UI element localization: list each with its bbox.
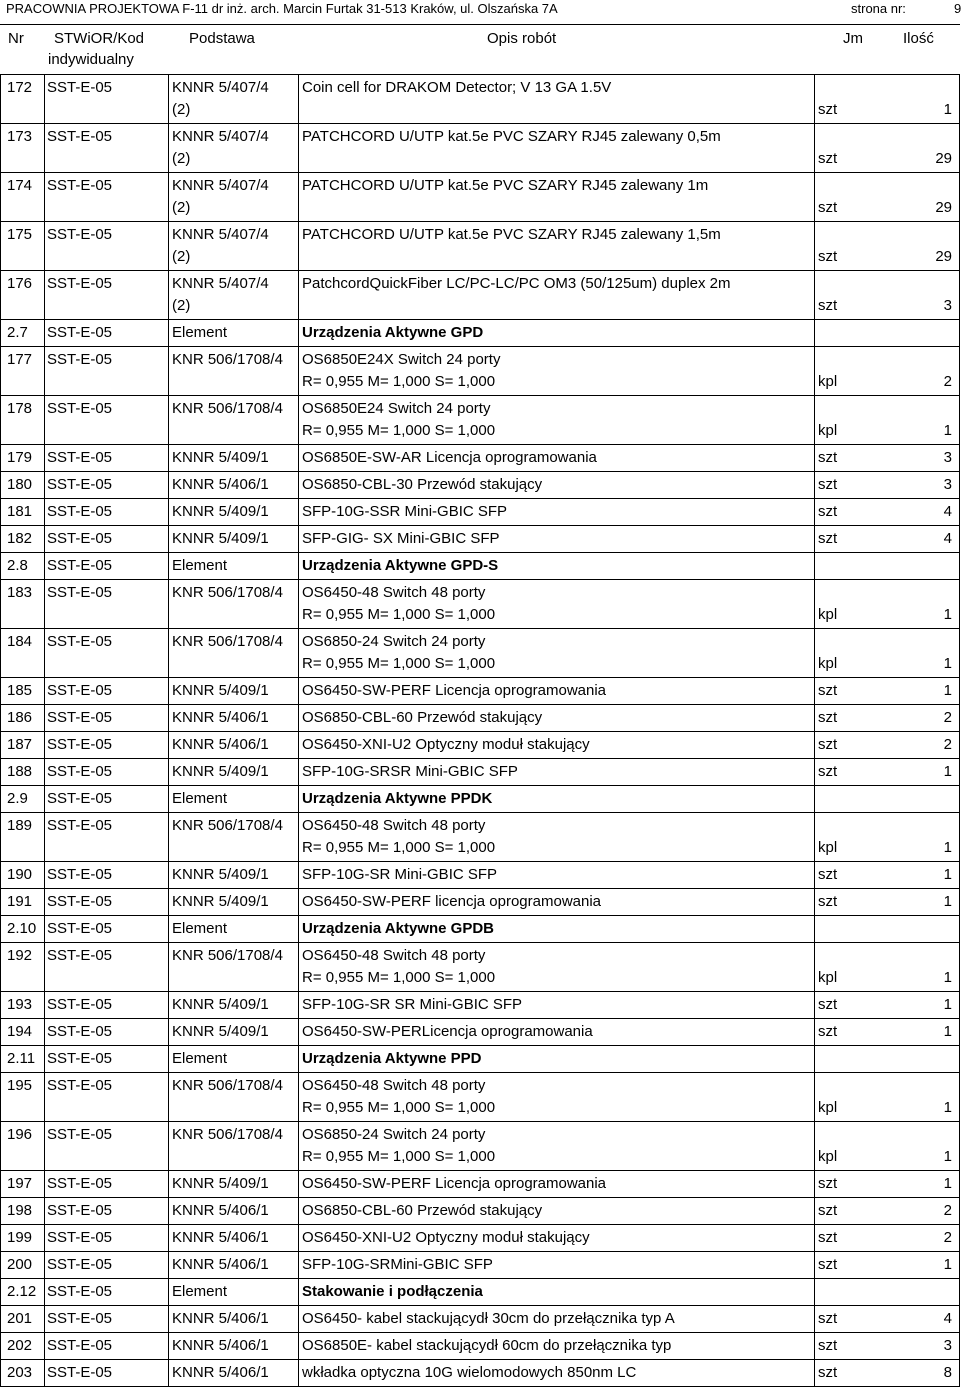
cell-kod: SST-E-05 bbox=[47, 1126, 113, 1143]
cell-jm: szt bbox=[818, 503, 838, 520]
table-row bbox=[0, 1359, 960, 1386]
cell-podstawa: KNNR 5/409/1 bbox=[172, 866, 269, 883]
page-label: strona nr: bbox=[851, 1, 906, 16]
cell-nr: 185 bbox=[7, 682, 33, 699]
cell-podstawa: (2) bbox=[172, 297, 191, 314]
cell-podstawa: KNNR 5/407/4 bbox=[172, 275, 269, 292]
cell-ilosc: 1 bbox=[943, 655, 952, 672]
cell-jm: szt bbox=[818, 763, 838, 780]
cell-opis: OS6850E-SW-AR Licencja oprogramowania bbox=[302, 449, 597, 466]
cell-ilosc: 1 bbox=[943, 1099, 952, 1116]
cell-jm: szt bbox=[818, 866, 838, 883]
cell-nr: 197 bbox=[7, 1175, 33, 1192]
cell-kod: SST-E-05 bbox=[47, 947, 113, 964]
cell-opis: OS6850-24 Switch 24 porty bbox=[302, 633, 486, 650]
cell-podstawa: Element bbox=[172, 1050, 228, 1067]
table-row bbox=[0, 395, 960, 444]
cell-opis: OS6450-48 Switch 48 porty bbox=[302, 584, 486, 601]
cell-opis: OS6850E24X Switch 24 porty bbox=[302, 351, 501, 368]
section-row bbox=[0, 915, 960, 942]
cell-kod: SST-E-05 bbox=[47, 1229, 113, 1246]
cell-podstawa: KNR 506/1708/4 bbox=[172, 817, 283, 834]
cell-kod: SST-E-05 bbox=[47, 1023, 113, 1040]
cell-jm: szt bbox=[818, 736, 838, 753]
table-row bbox=[0, 1305, 960, 1332]
table-row bbox=[0, 677, 960, 704]
cell-opis: Urządzenia Aktywne PPDK bbox=[302, 790, 493, 807]
cell-ilosc: 8 bbox=[943, 1364, 952, 1381]
cell-podstawa: KNNR 5/406/1 bbox=[172, 1310, 269, 1327]
table-row bbox=[0, 812, 960, 861]
cell-podstawa: KNR 506/1708/4 bbox=[172, 1077, 283, 1094]
cell-opis: SFP-10G-SRMini-GBIC SFP bbox=[302, 1256, 493, 1273]
cell-opis: Urządzenia Aktywne PPD bbox=[302, 1050, 482, 1067]
cell-ilosc: 29 bbox=[935, 248, 952, 265]
cell-jm: kpl bbox=[818, 1099, 838, 1116]
column-rule bbox=[298, 74, 299, 1387]
table-row bbox=[0, 1018, 960, 1045]
col-header-kod: STWiOR/Kod bbox=[54, 30, 145, 47]
cell-podstawa: KNNR 5/409/1 bbox=[172, 893, 269, 910]
cell-jm: szt bbox=[818, 1202, 838, 1219]
table-row bbox=[0, 444, 960, 471]
table-row bbox=[0, 704, 960, 731]
cell-kod: SST-E-05 bbox=[47, 530, 113, 547]
cell-opis: OS6850-CBL-60 Przewód stakujący bbox=[302, 709, 543, 726]
cell-jm: szt bbox=[818, 709, 838, 726]
cell-podstawa: KNNR 5/406/1 bbox=[172, 1337, 269, 1354]
cell-jm: kpl bbox=[818, 373, 838, 390]
cell-nr: 200 bbox=[7, 1256, 33, 1273]
cell-opis: OS6450-48 Switch 48 porty bbox=[302, 1077, 486, 1094]
table-row bbox=[0, 758, 960, 785]
cell-opis: Urządzenia Aktywne GPDB bbox=[302, 920, 494, 937]
cell-opis: Coin cell for DRAKOM Detector; V 13 GA 1.5V bbox=[302, 79, 612, 96]
cell-ilosc: 1 bbox=[943, 839, 952, 856]
cell-kod: SST-E-05 bbox=[47, 1310, 113, 1327]
cell-jm: szt bbox=[818, 1023, 838, 1040]
table-row bbox=[0, 221, 960, 270]
cell-kod: SST-E-05 bbox=[47, 1337, 113, 1354]
cell-kod: SST-E-05 bbox=[47, 1364, 113, 1381]
cell-podstawa: KNR 506/1708/4 bbox=[172, 947, 283, 964]
cell-opis: R= 0,955 M= 1,000 S= 1,000 bbox=[302, 373, 496, 390]
cell-ilosc: 2 bbox=[943, 1229, 952, 1246]
table-row bbox=[0, 1072, 960, 1121]
cell-ilosc: 3 bbox=[943, 449, 952, 466]
cell-jm: kpl bbox=[818, 839, 838, 856]
cell-kod: SST-E-05 bbox=[47, 503, 113, 520]
cell-opis: OS6850-24 Switch 24 porty bbox=[302, 1126, 486, 1143]
cell-ilosc: 1 bbox=[943, 101, 952, 118]
cell-jm: kpl bbox=[818, 422, 838, 439]
table-row bbox=[0, 346, 960, 395]
cell-nr: 177 bbox=[7, 351, 33, 368]
cell-podstawa: (2) bbox=[172, 199, 191, 216]
cell-jm: szt bbox=[818, 150, 838, 167]
cell-nr: 201 bbox=[7, 1310, 33, 1327]
cell-opis: R= 0,955 M= 1,000 S= 1,000 bbox=[302, 606, 496, 623]
table-row bbox=[0, 1170, 960, 1197]
cell-ilosc: 1 bbox=[943, 996, 952, 1013]
table-row bbox=[0, 628, 960, 677]
section-row bbox=[0, 1278, 960, 1305]
cell-podstawa: KNNR 5/407/4 bbox=[172, 79, 269, 96]
cell-kod: SST-E-05 bbox=[47, 633, 113, 650]
cell-kod: SST-E-05 bbox=[47, 736, 113, 753]
cell-kod: SST-E-05 bbox=[47, 177, 113, 194]
cell-ilosc: 3 bbox=[943, 297, 952, 314]
cell-ilosc: 1 bbox=[943, 866, 952, 883]
cell-podstawa: (2) bbox=[172, 150, 191, 167]
table-row bbox=[0, 172, 960, 221]
cell-nr: 2.9 bbox=[7, 790, 28, 807]
cell-kod: SST-E-05 bbox=[47, 584, 113, 601]
table-row bbox=[0, 888, 960, 915]
cell-kod: SST-E-05 bbox=[47, 1283, 113, 1300]
col-header-podstawa: Podstawa bbox=[189, 30, 255, 47]
cell-ilosc: 2 bbox=[943, 736, 952, 753]
column-rule bbox=[0, 74, 1, 1387]
cell-podstawa: KNNR 5/406/1 bbox=[172, 1364, 269, 1381]
cell-opis: R= 0,955 M= 1,000 S= 1,000 bbox=[302, 839, 496, 856]
cell-jm: szt bbox=[818, 476, 838, 493]
cell-kod: SST-E-05 bbox=[47, 400, 113, 417]
cell-nr: 183 bbox=[7, 584, 33, 601]
cell-podstawa: (2) bbox=[172, 101, 191, 118]
cell-podstawa: Element bbox=[172, 790, 228, 807]
cell-nr: 199 bbox=[7, 1229, 33, 1246]
table-row bbox=[0, 861, 960, 888]
cell-podstawa: KNR 506/1708/4 bbox=[172, 351, 283, 368]
cell-jm: szt bbox=[818, 248, 838, 265]
cell-nr: 181 bbox=[7, 503, 33, 520]
cell-nr: 184 bbox=[7, 633, 33, 650]
cell-nr: 190 bbox=[7, 866, 33, 883]
cell-kod: SST-E-05 bbox=[47, 763, 113, 780]
cell-jm: szt bbox=[818, 297, 838, 314]
section-row bbox=[0, 785, 960, 812]
table-row bbox=[0, 942, 960, 991]
table-row bbox=[0, 498, 960, 525]
table-row bbox=[0, 1251, 960, 1278]
cell-opis: OS6450-48 Switch 48 porty bbox=[302, 817, 486, 834]
cell-jm: szt bbox=[818, 199, 838, 216]
cell-kod: SST-E-05 bbox=[47, 128, 113, 145]
cell-kod: SST-E-05 bbox=[47, 1256, 113, 1273]
column-rule bbox=[959, 74, 960, 1387]
cell-opis: Urządzenia Aktywne GPD bbox=[302, 324, 484, 341]
cell-podstawa: Element bbox=[172, 557, 228, 574]
cell-opis: PatchcordQuickFiber LC/PC-LC/PC OM3 (50/125um) duplex 2m bbox=[302, 275, 731, 292]
cell-nr: 2.12 bbox=[7, 1283, 37, 1300]
cell-jm: szt bbox=[818, 1229, 838, 1246]
cell-kod: SST-E-05 bbox=[47, 709, 113, 726]
cell-jm: kpl bbox=[818, 606, 838, 623]
cell-podstawa: KNR 506/1708/4 bbox=[172, 400, 283, 417]
cell-jm: szt bbox=[818, 1256, 838, 1273]
cell-ilosc: 1 bbox=[943, 422, 952, 439]
section-row bbox=[0, 319, 960, 346]
cell-opis: OS6850-CBL-60 Przewód stakujący bbox=[302, 1202, 543, 1219]
cell-opis: SFP-10G-SR SR Mini-GBIC SFP bbox=[302, 996, 523, 1013]
cell-opis: OS6850E24 Switch 24 porty bbox=[302, 400, 491, 417]
cell-ilosc: 3 bbox=[943, 1337, 952, 1354]
cell-kod: SST-E-05 bbox=[47, 351, 113, 368]
cell-podstawa: KNR 506/1708/4 bbox=[172, 1126, 283, 1143]
cell-ilosc: 1 bbox=[943, 763, 952, 780]
table-row bbox=[0, 74, 960, 123]
cell-jm: szt bbox=[818, 530, 838, 547]
column-rule bbox=[44, 74, 45, 1387]
cell-opis: OS6450-XNI-U2 Optyczny moduł stakujący bbox=[302, 736, 590, 753]
cell-podstawa: KNNR 5/406/1 bbox=[172, 736, 269, 753]
cell-kod: SST-E-05 bbox=[47, 1175, 113, 1192]
table-row bbox=[0, 270, 960, 319]
cell-podstawa: KNNR 5/409/1 bbox=[172, 1023, 269, 1040]
cell-nr: 195 bbox=[7, 1077, 33, 1094]
cell-podstawa: KNNR 5/409/1 bbox=[172, 449, 269, 466]
cell-nr: 189 bbox=[7, 817, 33, 834]
cell-kod: SST-E-05 bbox=[47, 476, 113, 493]
cell-podstawa: KNNR 5/406/1 bbox=[172, 476, 269, 493]
cell-nr: 194 bbox=[7, 1023, 33, 1040]
cell-jm: szt bbox=[818, 1337, 838, 1354]
cell-opis: R= 0,955 M= 1,000 S= 1,000 bbox=[302, 422, 496, 439]
cell-nr: 180 bbox=[7, 476, 33, 493]
cell-podstawa: KNNR 5/409/1 bbox=[172, 682, 269, 699]
cell-kod: SST-E-05 bbox=[47, 226, 113, 243]
table-row bbox=[0, 123, 960, 172]
cell-opis: OS6450- kabel stackującydł 30cm do przełącznika typ A bbox=[302, 1310, 675, 1327]
cell-ilosc: 1 bbox=[943, 1148, 952, 1165]
cell-podstawa: Element bbox=[172, 1283, 228, 1300]
cell-nr: 179 bbox=[7, 449, 33, 466]
cell-podstawa: KNNR 5/409/1 bbox=[172, 503, 269, 520]
cell-podstawa: KNNR 5/407/4 bbox=[172, 128, 269, 145]
cell-opis: OS6450-SW-PERF Licencja oprogramowania bbox=[302, 1175, 607, 1192]
cell-opis: SFP-10G-SRSR Mini-GBIC SFP bbox=[302, 763, 518, 780]
cell-kod: SST-E-05 bbox=[47, 324, 113, 341]
col-header-jm: Jm bbox=[843, 30, 863, 47]
page-header bbox=[6, 0, 961, 18]
cell-kod: SST-E-05 bbox=[47, 996, 113, 1013]
table-row bbox=[0, 579, 960, 628]
cell-jm: szt bbox=[818, 996, 838, 1013]
cell-opis: OS6450-XNI-U2 Optyczny moduł stakujący bbox=[302, 1229, 590, 1246]
cell-podstawa: KNNR 5/409/1 bbox=[172, 1175, 269, 1192]
cell-nr: 188 bbox=[7, 763, 33, 780]
cell-opis: R= 0,955 M= 1,000 S= 1,000 bbox=[302, 1099, 496, 1116]
page-number: 9 bbox=[954, 1, 961, 16]
cell-ilosc: 4 bbox=[943, 503, 952, 520]
estimate-table-body bbox=[0, 74, 960, 1387]
cell-podstawa: KNR 506/1708/4 bbox=[172, 584, 283, 601]
cell-ilosc: 1 bbox=[943, 1175, 952, 1192]
cell-ilosc: 1 bbox=[943, 969, 952, 986]
table-row bbox=[0, 1121, 960, 1170]
cell-kod: SST-E-05 bbox=[47, 1202, 113, 1219]
cell-opis: PATCHCORD U/UTP kat.5e PVC SZARY RJ45 zalewany 1m bbox=[302, 177, 709, 194]
table-row bbox=[0, 1224, 960, 1251]
cell-nr: 2.10 bbox=[7, 920, 37, 937]
cell-ilosc: 1 bbox=[943, 682, 952, 699]
column-rule bbox=[168, 74, 169, 1387]
cell-kod: SST-E-05 bbox=[47, 1050, 113, 1067]
cell-ilosc: 1 bbox=[943, 1256, 952, 1273]
table-row bbox=[0, 525, 960, 552]
cell-podstawa: KNNR 5/407/4 bbox=[172, 177, 269, 194]
table-row bbox=[0, 1197, 960, 1224]
section-row bbox=[0, 552, 960, 579]
cell-nr: 175 bbox=[7, 226, 33, 243]
cell-kod: SST-E-05 bbox=[47, 817, 113, 834]
cell-ilosc: 29 bbox=[935, 199, 952, 216]
cell-opis: SFP-10G-SR Mini-GBIC SFP bbox=[302, 866, 498, 883]
column-rule bbox=[814, 74, 815, 1387]
cell-opis: wkładka optyczna 10G wielomodowych 850nm LC bbox=[302, 1364, 637, 1381]
cell-ilosc: 1 bbox=[943, 893, 952, 910]
cell-opis: PATCHCORD U/UTP kat.5e PVC SZARY RJ45 zalewany 1,5m bbox=[302, 226, 721, 243]
cell-kod: SST-E-05 bbox=[47, 275, 113, 292]
cell-nr: 191 bbox=[7, 893, 33, 910]
cell-podstawa: KNNR 5/406/1 bbox=[172, 1202, 269, 1219]
table-bottom-rule bbox=[0, 1386, 960, 1387]
cell-opis: Stakowanie i podłączenia bbox=[302, 1283, 483, 1300]
cell-kod: SST-E-05 bbox=[47, 79, 113, 96]
cell-jm: szt bbox=[818, 449, 838, 466]
cell-podstawa: KNNR 5/406/1 bbox=[172, 1256, 269, 1273]
cell-kod: SST-E-05 bbox=[47, 893, 113, 910]
cell-kod: SST-E-05 bbox=[47, 682, 113, 699]
table-row bbox=[0, 1332, 960, 1359]
cell-nr: 2.8 bbox=[7, 557, 28, 574]
cell-jm: szt bbox=[818, 1310, 838, 1327]
cell-ilosc: 1 bbox=[943, 1023, 952, 1040]
cell-ilosc: 4 bbox=[943, 530, 952, 547]
cell-jm: szt bbox=[818, 682, 838, 699]
cell-opis: OS6850-CBL-30 Przewód stakujący bbox=[302, 476, 543, 493]
table-row bbox=[0, 471, 960, 498]
company-header: PRACOWNIA PROJEKTOWA F-11 dr inż. arch. Marcin Furtak 31-513 Kraków, ul. Olszańska 7A bbox=[6, 1, 558, 16]
table-header bbox=[0, 24, 960, 72]
cell-opis: PATCHCORD U/UTP kat.5e PVC SZARY RJ45 zalewany 0,5m bbox=[302, 128, 721, 145]
col-header-opis: Opis robót bbox=[487, 30, 557, 47]
cell-podstawa: KNNR 5/406/1 bbox=[172, 1229, 269, 1246]
cell-ilosc: 2 bbox=[943, 373, 952, 390]
cell-nr: 174 bbox=[7, 177, 33, 194]
cell-opis: SFP-GIG- SX Mini-GBIC SFP bbox=[302, 530, 500, 547]
cell-nr: 2.7 bbox=[7, 324, 28, 341]
cell-nr: 202 bbox=[7, 1337, 33, 1354]
cell-nr: 192 bbox=[7, 947, 33, 964]
cell-opis: Urządzenia Aktywne GPD-S bbox=[302, 557, 499, 574]
col-header-nr: Nr bbox=[8, 30, 24, 47]
cell-nr: 187 bbox=[7, 736, 33, 753]
section-row bbox=[0, 1045, 960, 1072]
cell-kod: SST-E-05 bbox=[47, 1077, 113, 1094]
cell-jm: szt bbox=[818, 1175, 838, 1192]
cell-ilosc: 2 bbox=[943, 1202, 952, 1219]
cell-kod: SST-E-05 bbox=[47, 557, 113, 574]
cell-opis: OS6450-48 Switch 48 porty bbox=[302, 947, 486, 964]
cell-jm: szt bbox=[818, 1364, 838, 1381]
col-header-ilosc: Ilość bbox=[903, 30, 934, 47]
cell-jm: szt bbox=[818, 101, 838, 118]
cell-kod: SST-E-05 bbox=[47, 920, 113, 937]
cell-podstawa: KNNR 5/409/1 bbox=[172, 996, 269, 1013]
table-row bbox=[0, 731, 960, 758]
cell-nr: 173 bbox=[7, 128, 33, 145]
cell-nr: 193 bbox=[7, 996, 33, 1013]
cell-podstawa: KNR 506/1708/4 bbox=[172, 633, 283, 650]
cell-kod: SST-E-05 bbox=[47, 866, 113, 883]
cell-nr: 203 bbox=[7, 1364, 33, 1381]
cell-opis: R= 0,955 M= 1,000 S= 1,000 bbox=[302, 969, 496, 986]
cell-podstawa: (2) bbox=[172, 248, 191, 265]
cell-nr: 186 bbox=[7, 709, 33, 726]
cell-opis: OS6850E- kabel stackującydł 60cm do przełącznika typ bbox=[302, 1337, 672, 1354]
cell-opis: OS6450-SW-PERF licencja oprogramowania bbox=[302, 893, 602, 910]
cell-jm: kpl bbox=[818, 969, 838, 986]
cell-opis: R= 0,955 M= 1,000 S= 1,000 bbox=[302, 1148, 496, 1165]
cell-opis: R= 0,955 M= 1,000 S= 1,000 bbox=[302, 655, 496, 672]
cell-opis: OS6450-SW-PERF Licencja oprogramowania bbox=[302, 682, 607, 699]
cell-podstawa: Element bbox=[172, 920, 228, 937]
cell-nr: 2.11 bbox=[7, 1050, 36, 1067]
cell-jm: kpl bbox=[818, 1148, 838, 1165]
cell-ilosc: 3 bbox=[943, 476, 952, 493]
cell-nr: 178 bbox=[7, 400, 33, 417]
cell-nr: 198 bbox=[7, 1202, 33, 1219]
cell-nr: 172 bbox=[7, 79, 33, 96]
cell-podstawa: KNNR 5/407/4 bbox=[172, 226, 269, 243]
cell-nr: 176 bbox=[7, 275, 33, 292]
col-header-kod-sub: indywidualny bbox=[48, 51, 134, 68]
cell-jm: szt bbox=[818, 893, 838, 910]
table-row bbox=[0, 991, 960, 1018]
cell-podstawa: KNNR 5/406/1 bbox=[172, 709, 269, 726]
cell-ilosc: 1 bbox=[943, 606, 952, 623]
cell-opis: OS6450-SW-PERLicencja oprogramowania bbox=[302, 1023, 593, 1040]
cell-jm: kpl bbox=[818, 655, 838, 672]
cell-podstawa: KNNR 5/409/1 bbox=[172, 763, 269, 780]
cell-kod: SST-E-05 bbox=[47, 449, 113, 466]
cell-opis: SFP-10G-SSR Mini-GBIC SFP bbox=[302, 503, 508, 520]
cell-ilosc: 29 bbox=[935, 150, 952, 167]
cell-nr: 182 bbox=[7, 530, 33, 547]
cell-ilosc: 4 bbox=[943, 1310, 952, 1327]
cell-kod: SST-E-05 bbox=[47, 790, 113, 807]
cell-nr: 196 bbox=[7, 1126, 33, 1143]
cell-podstawa: Element bbox=[172, 324, 228, 341]
cell-ilosc: 2 bbox=[943, 709, 952, 726]
cell-podstawa: KNNR 5/409/1 bbox=[172, 530, 269, 547]
